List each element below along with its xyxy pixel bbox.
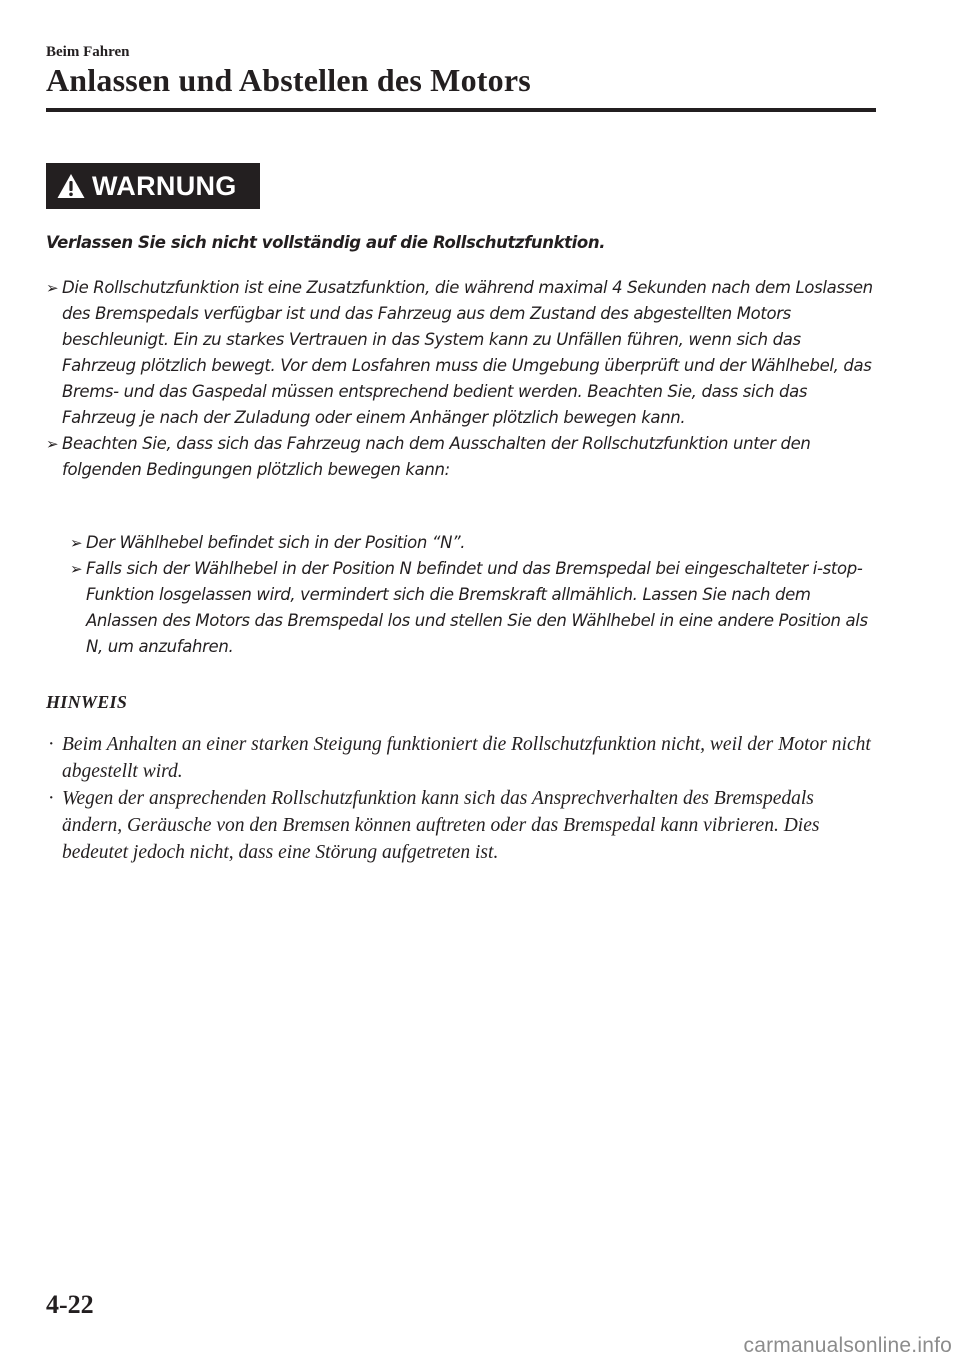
list-item-text: Beim Anhalten an einer starken Steigung funktioniert die Rollschutzfunktion nicht, weil der Motor nicht abgestellt wird. xyxy=(62,734,871,782)
list-item xyxy=(46,275,876,431)
warning-list xyxy=(46,275,876,483)
page-number: 4-22 xyxy=(46,1290,94,1319)
list-item-text: Die Rollschutzfunktion ist eine Zusatzfunktion, die während maximal 4 Sekunden nach dem Loslassen des Bremspedals verfügbar ist und das Fahrzeug aus dem Zustand des abgestellten Motors beschleunigt. Ein zu starkes Vertrauen in das System kann zu Unfällen führen, wenn sich das Fahrzeug plötzlich bewegt. Vor dem Losfahren muss die Umgebung überprüft und der Wählhebel, das Brems- und das Gaspedal müssen entsprechend bedient werden. Beachten Sie, dass sich das Fahrzeug je nach der Zuladung oder einem Anhänger plötzlich bewegen kann. xyxy=(62,278,873,427)
warning-badge xyxy=(46,163,260,209)
list-item xyxy=(46,785,876,866)
list-item xyxy=(46,431,876,483)
arrow-bullet-icon: ➢ xyxy=(46,279,59,297)
arrow-bullet-icon: ➢ xyxy=(70,560,83,578)
list-item-text: Beachten Sie, dass sich das Fahrzeug nach dem Ausschalten der Rollschutzfunktion unter den folgenden Bedingungen plötzlich bewegen kann: xyxy=(62,434,811,479)
list-item xyxy=(46,731,876,785)
warning-sublist xyxy=(70,530,876,660)
title-rule xyxy=(46,108,876,112)
watermark: carmanualsonline.info xyxy=(743,1334,952,1357)
warning-lead: Verlassen Sie sich nicht vollständig auf die Rollschutzfunktion. xyxy=(46,233,606,252)
section-label: Beim Fahren xyxy=(46,44,130,60)
dot-bullet-icon: · xyxy=(48,734,55,755)
warning-triangle-icon xyxy=(56,172,86,200)
list-item-text: Wegen der ansprechenden Rollschutzfunktion kann sich das Ansprechverhalten des Bremspedals ändern, Geräusche von den Bremsen können auftreten oder das Bremspedal kann vibrieren. Dies bedeutet jedoch nicht, dass eine Störung aufgetreten ist. xyxy=(62,788,820,863)
note-list xyxy=(46,731,876,866)
list-item xyxy=(70,530,876,556)
list-item-text: Der Wählhebel befindet sich in der Position “N”. xyxy=(86,533,466,552)
dot-bullet-icon: · xyxy=(48,788,55,809)
note-heading: HINWEIS xyxy=(46,692,128,712)
list-item xyxy=(70,556,876,660)
warning-label: WARNUNG xyxy=(92,170,237,201)
arrow-bullet-icon: ➢ xyxy=(70,534,83,552)
arrow-bullet-icon: ➢ xyxy=(46,435,59,453)
chapter-title: Anlassen und Abstellen des Motors xyxy=(46,62,531,98)
list-item-text: Falls sich der Wählhebel in der Position N befindet und das Bremspedal bei eingeschalteter i-stop-Funktion losgelassen wird, vermindert sich die Bremskraft allmählich. Lassen Sie nach dem Anlassen des Motors das Bremspedal los und stellen Sie den Wählhebel in eine andere Position als N, um anzufahren. xyxy=(86,559,868,656)
